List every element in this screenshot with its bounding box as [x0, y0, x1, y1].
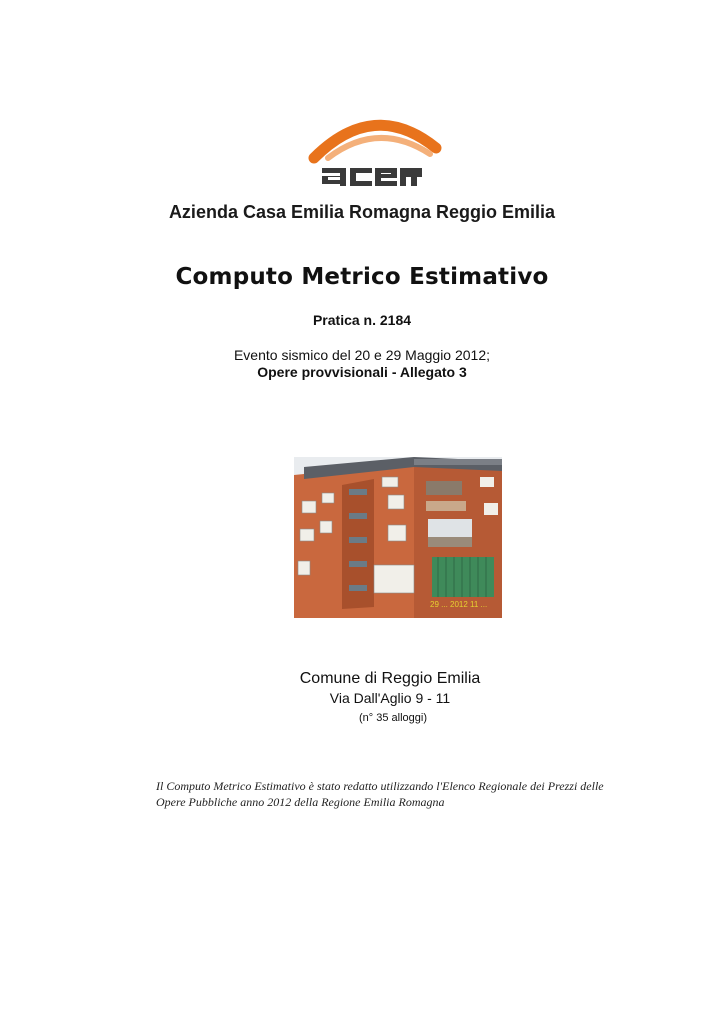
event-description: Evento sismico del 20 e 29 Maggio 2012;: [233, 347, 491, 363]
works-subtitle: Opere provvisionali - Allegato 3: [257, 364, 467, 380]
pratica-number: Pratica n. 2184: [312, 312, 412, 328]
housing-units-count: (n° 35 alloggi): [359, 712, 427, 724]
organization-name: Azienda Casa Emilia Romagna Reggio Emilia: [168, 202, 556, 222]
municipality: Comune di Reggio Emilia: [299, 670, 481, 687]
footnote: Il Computo Metrico Estimativo è stato redatto utilizzando l'Elenco Regionale dei Prezzi delle Opere Pubbliche anno 2012 della Regione Emilia Romagna: [156, 779, 604, 809]
street-address: Via Dall'Aglio 9 - 11: [329, 690, 451, 706]
photo-timestamp: 29 ... 2012 11 ...: [430, 600, 488, 609]
document-title: Computo Metrico Estimativo: [175, 264, 549, 290]
acer-logo: [308, 112, 442, 188]
building-photo: [294, 457, 502, 618]
